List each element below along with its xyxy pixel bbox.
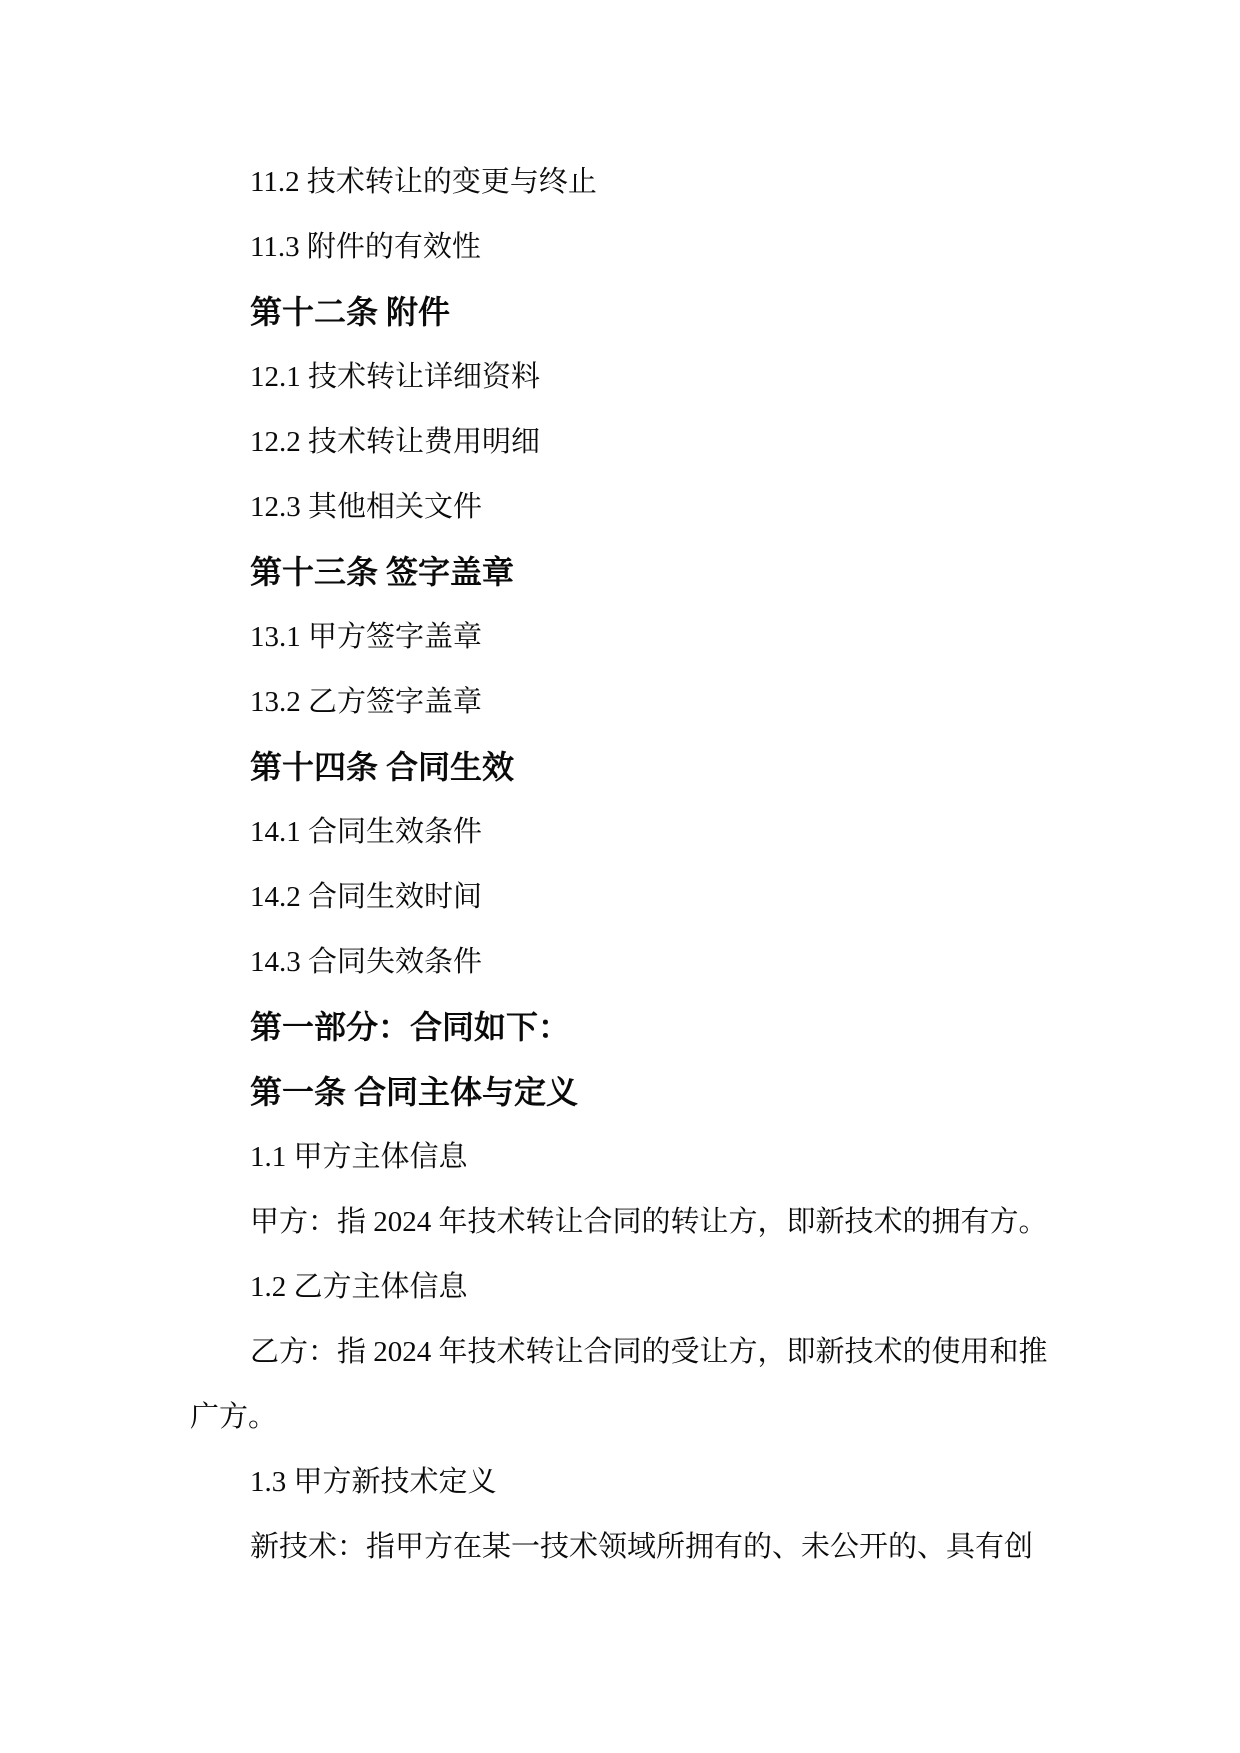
toc-item-11-3: 11.3 附件的有效性 xyxy=(250,231,481,263)
toc-item-14-2: 14.2 合同生效时间 xyxy=(250,881,483,913)
item-1-1: 1.1 甲方主体信息 xyxy=(250,1141,468,1173)
paragraph-party-b-line2: 广方。 xyxy=(190,1401,278,1433)
heading-article-12: 第十二条 附件 xyxy=(250,294,451,330)
paragraph-party-b-line1: 乙方：指 2024 年技术转让合同的受让方，即新技术的使用和推 xyxy=(250,1336,1048,1368)
toc-item-12-2: 12.2 技术转让费用明细 xyxy=(250,426,541,458)
toc-item-14-3: 14.3 合同失效条件 xyxy=(250,946,483,978)
toc-item-11-2: 11.2 技术转让的变更与终止 xyxy=(250,166,597,198)
item-1-3: 1.3 甲方新技术定义 xyxy=(250,1466,497,1498)
toc-item-13-1: 13.1 甲方签字盖章 xyxy=(250,621,483,653)
heading-article-1: 第一条 合同主体与定义 xyxy=(250,1074,579,1110)
toc-item-12-1: 12.1 技术转让详细资料 xyxy=(250,361,541,393)
toc-item-14-1: 14.1 合同生效条件 xyxy=(250,816,483,848)
heading-article-13: 第十三条 签字盖章 xyxy=(250,554,515,590)
heading-article-14: 第十四条 合同生效 xyxy=(250,749,515,785)
toc-item-12-3: 12.3 其他相关文件 xyxy=(250,491,483,523)
paragraph-party-a: 甲方：指 2024 年技术转让合同的转让方，即新技术的拥有方。 xyxy=(250,1206,1048,1238)
item-1-2: 1.2 乙方主体信息 xyxy=(250,1271,468,1303)
heading-part-1: 第一部分：合同如下： xyxy=(250,1009,571,1045)
paragraph-new-tech: 新技术：指甲方在某一技术领域所拥有的、未公开的、具有创 xyxy=(250,1531,1034,1563)
toc-item-13-2: 13.2 乙方签字盖章 xyxy=(250,686,483,718)
document-content xyxy=(190,150,1060,1580)
